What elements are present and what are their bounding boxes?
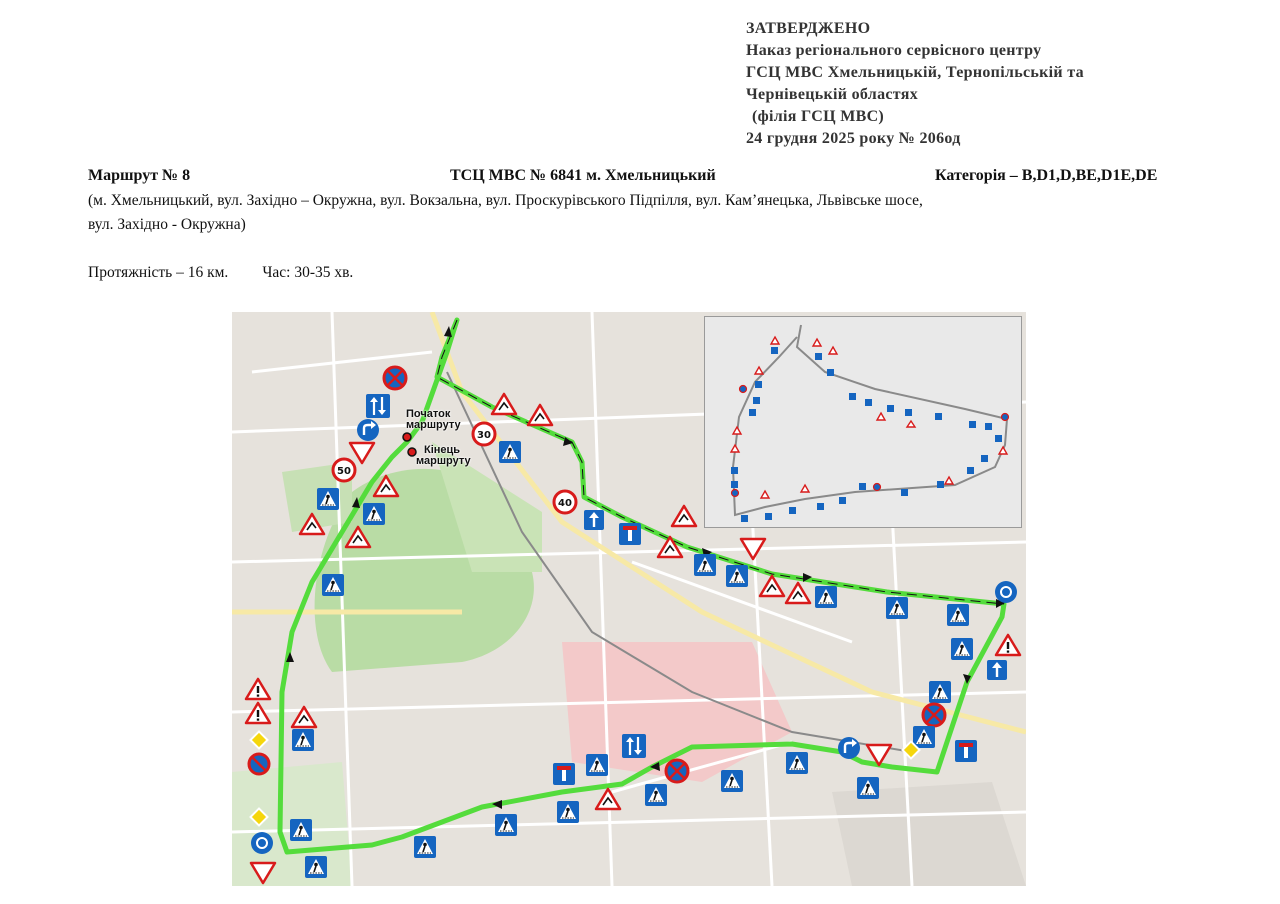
- service-center: ТСЦ МВС № 6841 м. Хмельницький: [450, 167, 716, 184]
- route-streets-line-2: вул. Західно - Окружна): [88, 216, 246, 233]
- approval-order-line: Наказ регіонального сервісного центру: [746, 42, 1042, 59]
- approval-branch-line: (філія ГСЦ МВС): [752, 108, 885, 125]
- speed-sign-30: 30: [477, 430, 491, 441]
- approval-date-line: 24 грудня 2025 року № 206од: [746, 130, 961, 147]
- route-start-label: Початок маршруту: [406, 408, 461, 431]
- speed-sign-50: 50: [337, 466, 351, 477]
- route-streets-line-1: (м. Хмельницький, вул. Західно – Окружна, вул. Вокзальна, вул. Проскурівського Підпілля, вул. Кам’янецька, Львівське шосе,: [88, 192, 923, 209]
- approval-block: [746, 18, 1246, 150]
- route-map: [232, 312, 1026, 886]
- route-duration: Час: 30-35 хв.: [262, 264, 354, 281]
- route-length: Протяжність – 16 км.: [88, 264, 229, 281]
- route-end-label: Кінець маршруту: [416, 444, 471, 467]
- approval-region-line: Чернівецькій областях: [746, 86, 918, 103]
- route-summary: [88, 264, 353, 282]
- approval-org-line: ГСЦ МВС Хмельницькій, Тернопільській та: [746, 64, 1084, 81]
- approval-title: ЗАТВЕРДЖЕНО: [746, 20, 871, 37]
- license-category: Категорія – B,D1,D,BE,D1E,DE: [935, 167, 1158, 184]
- speed-sign-40: 40: [558, 498, 572, 509]
- route-number: Маршрут № 8: [88, 167, 191, 184]
- route-schema-inset: [704, 316, 1022, 528]
- route-schema-canvas: [705, 317, 1021, 527]
